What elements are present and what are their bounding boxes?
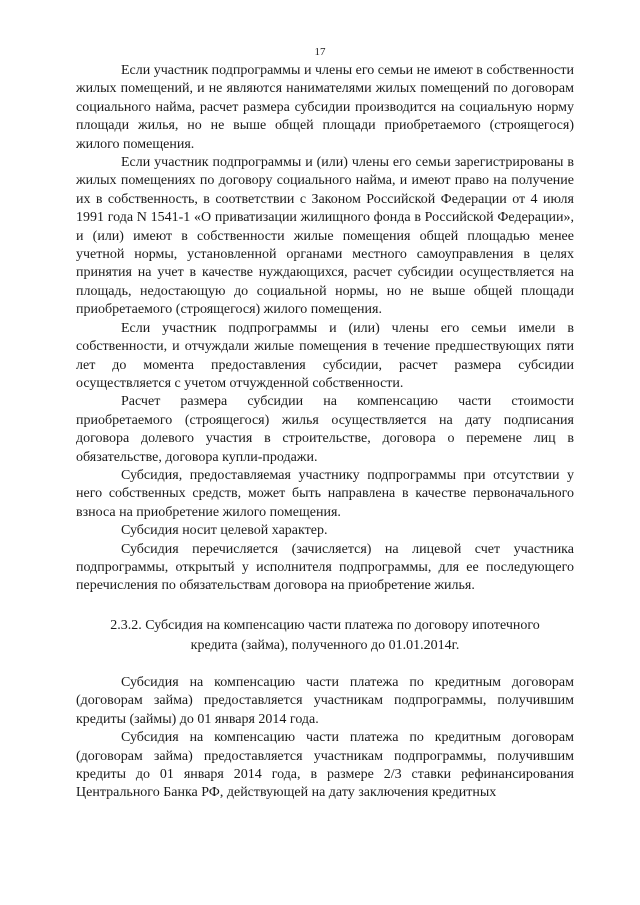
paragraph: Субсидия перечисляется (зачисляется) на лицевой счет участника подпрограммы, открытый у исполнителя подпрограммы, для ее последующего перечисления по обязательствам договора на приобретение жилья. <box>76 541 574 594</box>
paragraph: Расчет размера субсидии на компенсацию части стоимости приобретаемого (строящегося) жилья осуществляется на дату подписания договора долевого участия в строительстве, договора о перемене лиц в обязательстве, договора купли-продажи. <box>76 394 574 465</box>
body-text <box>76 62 574 596</box>
section-heading-line: 2.3.2. Субсидия на компенсацию части платежа по договору ипотечного <box>110 618 540 633</box>
section-body-text <box>76 674 574 803</box>
paragraph: Если участник подпрограммы и члены его семьи не имеют в собственности жилых помещений, и не являются нанимателями жилых помещений по договорам социального найма, расчет размера субсидии производится на социальную норму площади жилья, но не выше общей площади приобретаемого (строящегося) жилого помещения. <box>76 63 574 152</box>
section-heading <box>76 616 574 656</box>
paragraph: Субсидия, предоставляемая участнику подпрограммы при отсутствии у него собственных средств, может быть направлена в качестве первоначального взноса на приобретение жилого помещения. <box>76 467 574 520</box>
page-number: 17 <box>314 46 326 58</box>
paragraph: Если участник подпрограммы и (или) члены его семьи зарегистрированы в жилых помещениях по договору социального найма, и имеют право на получение их в собственность, в соответствии с Законом Российской Федерации от 4 июля 1991 года N 1541-1 «О приватизации жилищного фонда в Российской Федерации», и (или) имеют в собственности жилые помещения общей площадью менее учетной нормы, установленной органами местного самоуправления в целях принятия на учет в качестве нуждающихся, расчет субсидии осуществляется на площадь, недостающую до социальной нормы, но не выше общей площади приобретаемого (строящегося) жилого помещения. <box>76 155 574 318</box>
paragraph: Субсидия на компенсацию части платежа по кредитным договорам (договорам займа) предоставляется участникам подпрограммы, получившим кредиты (займы) до 01 января 2014 года. <box>76 675 574 727</box>
paragraph: Субсидия носит целевой характер. <box>121 523 328 539</box>
section-heading-line: кредита (займа), полученного до 01.01.2014г. <box>190 638 460 653</box>
paragraph: Если участник подпрограммы и (или) члены его семьи имели в собственности, и отчуждали жилые помещения в течение предшествующих пяти лет до момента предоставления субсидии, расчет размера субсидии осуществляется с учетом отчужденной собственности. <box>76 320 574 391</box>
paragraph: Субсидия на компенсацию части платежа по кредитным договорам (договорам займа) предоставляется участникам подпрограммы, получившим кредиты до 01 января 2014 года, в размере 2/3 ставки рефинансирования Центрального Банка РФ, действующей на дату заключения кредитных <box>76 730 574 801</box>
